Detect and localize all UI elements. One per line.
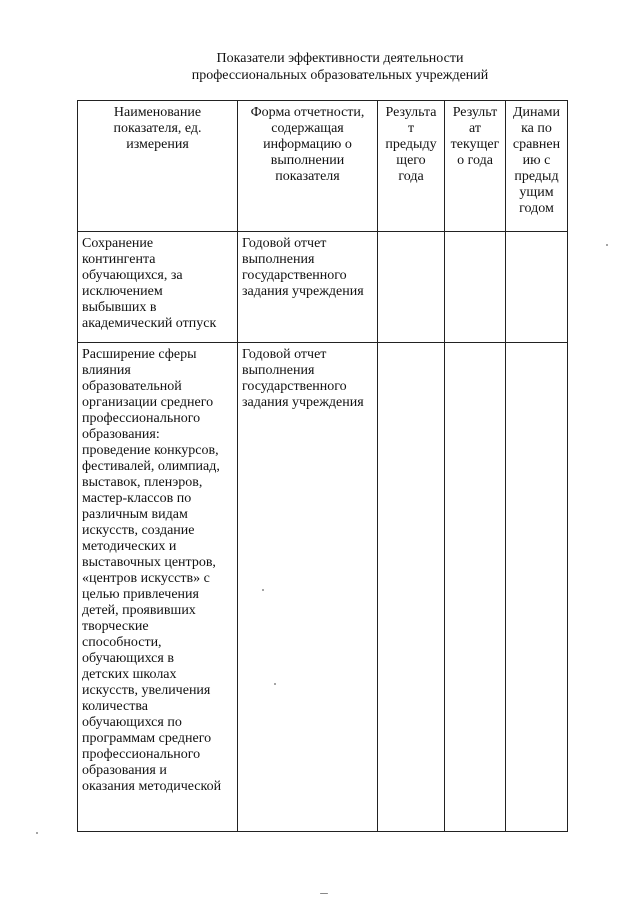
scan-speck <box>274 683 276 685</box>
header-report-form: Форма отчетности, содержащая информацию о выполнении показателя <box>238 101 378 232</box>
row-report-form: Годовой отчет выполнения государственного задания учреждения <box>238 343 378 832</box>
row-indicator: Расширение сферы влияния образовательной организации среднего профессионального образования: проведение конкурсов, фестивалей, олимпиад, выставок, пленэров, мастер-классов по различным видам искусств, создание методических и выставочных центров, «центров искусств» с целью привлечения детей, проявивших творческие способности, обучающихся в детских школах искусств, увеличения количества обучающихся по программам среднего профессионального образования и оказания методической <box>78 343 238 832</box>
indicators-table <box>77 100 568 832</box>
scan-speck <box>606 244 608 246</box>
row-current-result <box>445 343 506 832</box>
scan-speck <box>36 832 38 834</box>
header-prev-year-result: Результа т предыду щего года <box>378 101 445 232</box>
table-row <box>78 232 568 343</box>
row-prev-result <box>378 343 445 832</box>
row-current-result <box>445 232 506 343</box>
scan-speck <box>320 893 328 894</box>
row-dynamics <box>506 343 568 832</box>
document-title <box>120 50 560 84</box>
scan-speck <box>262 589 264 591</box>
row-dynamics <box>506 232 568 343</box>
row-report-form: Годовой отчет выполнения государственного задания учреждения <box>238 232 378 343</box>
row-prev-result <box>378 232 445 343</box>
header-indicator-name: Наименование показателя, ед. измерения <box>78 101 238 232</box>
title-line-2: профессиональных образовательных учреждений <box>191 68 489 83</box>
title-line-1: Показатели эффективности деятельности <box>216 51 464 66</box>
header-dynamics: Динами ка по сравнен ию с предыд ущим годом <box>506 101 568 232</box>
table-header-row <box>78 101 568 232</box>
header-current-year-result: Результ ат текущег о года <box>445 101 506 232</box>
table-row <box>78 343 568 832</box>
row-indicator: Сохранение контингента обучающихся, за исключением выбывших в академический отпуск <box>78 232 238 343</box>
